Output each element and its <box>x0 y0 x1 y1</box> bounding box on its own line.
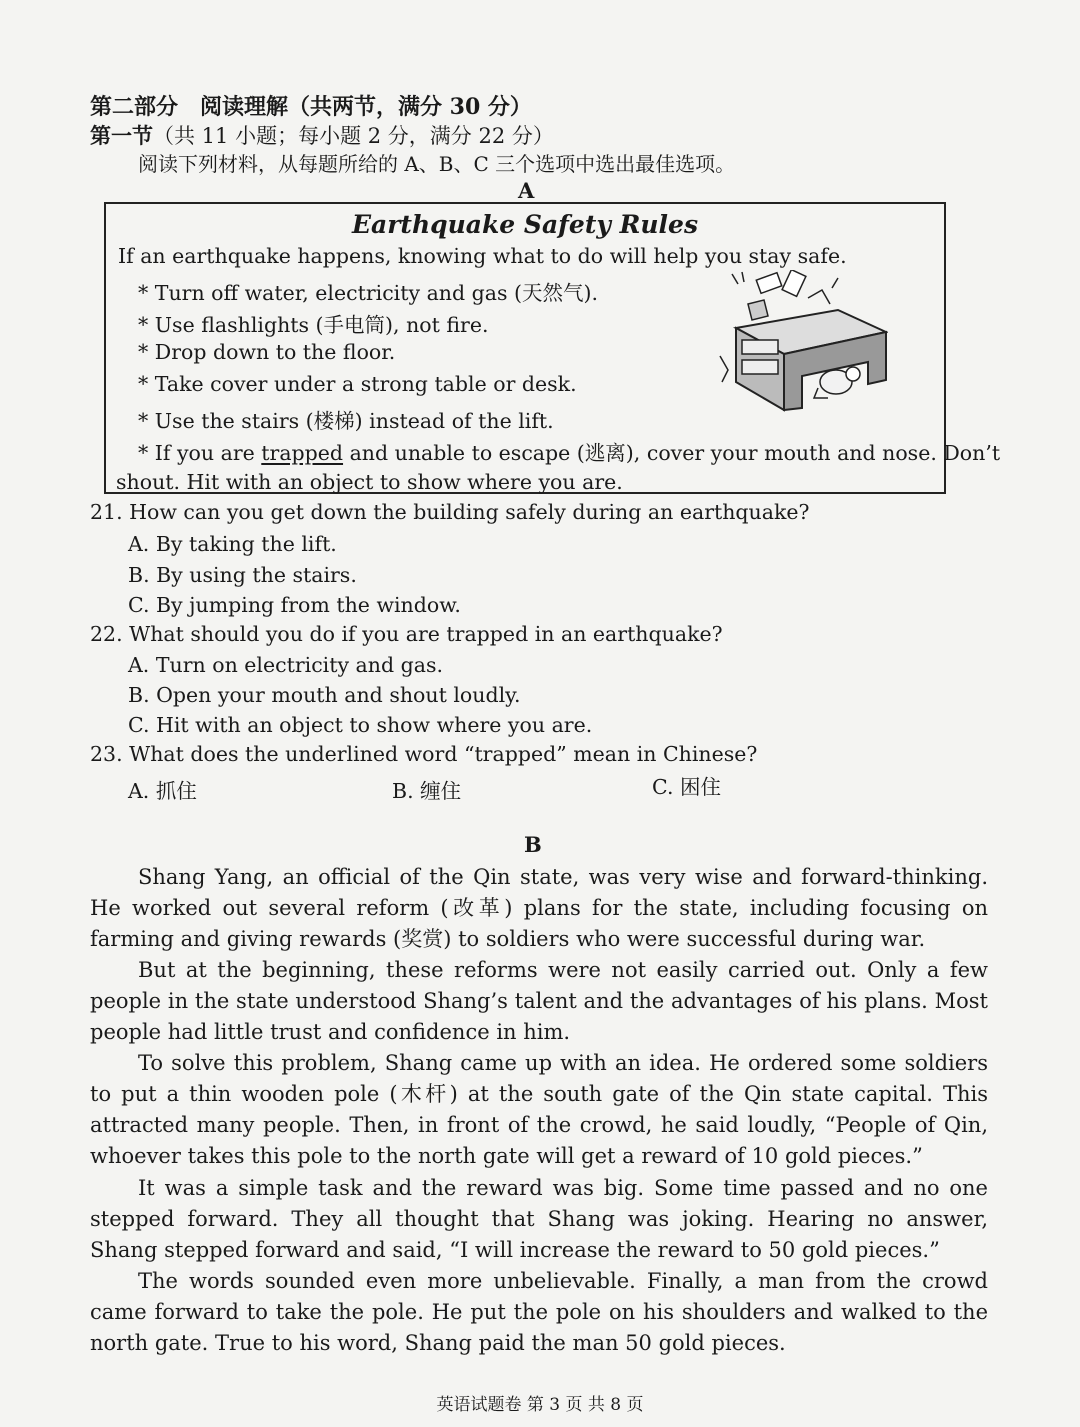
question-21: 21. How can you get down the building safely during an earthquake? <box>90 500 810 524</box>
passage-b-paragraph: The words sounded even more unbelievable. Finally, a man from the crowd came forward to take the pole. He put the pole on his shoulders and walked to the north gate. True to his word, Shang paid the man 50 gold pieces. <box>90 1269 988 1355</box>
rule-text: * If you are <box>138 441 262 465</box>
rule-item-trapped <box>138 436 1000 466</box>
q21-option-a: A. By taking the lift. <box>128 532 337 556</box>
question-22: 22. What should you do if you are trapped in an earthquake? <box>90 622 723 646</box>
q22-option-b: B. Open your mouth and shout loudly. <box>128 683 521 707</box>
part-heading: 第二部分 阅读理解（共两节，满分 30 分） <box>90 94 532 120</box>
rule-item: * Take cover under a strong table or desk. <box>138 372 577 396</box>
section-heading <box>90 120 554 150</box>
rule-text: and unable to escape (逃离), cover your mouth and nose. Don’t <box>343 441 1001 465</box>
q22-option-c: C. Hit with an object to show where you are. <box>128 713 593 737</box>
underlined-word: trapped <box>261 441 344 465</box>
earthquake-desk-illustration <box>718 270 888 420</box>
passage-a-intro: If an earthquake happens, knowing what to do will help you stay safe. <box>118 244 847 268</box>
q21-option-b: B. By using the stairs. <box>128 563 357 587</box>
instruction: 阅读下列材料，从每题所给的 A、B、C 三个选项中选出最佳选项。 <box>138 152 736 176</box>
passage-a-title: Earthquake Safety Rules <box>351 210 699 239</box>
q21-option-c: C. By jumping from the window. <box>128 593 461 617</box>
q23-option-a: A. 抓住 <box>128 779 197 803</box>
passage-b-paragraph: Shang Yang, an official of the Qin state, was very wise and forward-thinking. He worked out several reform (改革) plans for the state, including focusing on farming and giving rewards (奖赏) to soldiers who were successful during war. <box>90 865 988 951</box>
q22-option-a: A. Turn on electricity and gas. <box>128 653 444 677</box>
question-23: 23. What does the underlined word “trapped” mean in Chinese? <box>90 742 758 766</box>
section-label: 第一节 <box>90 123 153 148</box>
q23-option-b: B. 缠住 <box>392 779 462 803</box>
rule-item: * Use flashlights (手电筒), not fire. <box>138 313 489 337</box>
passage-b-paragraph: But at the beginning, these reforms were not easily carried out. Only a few people in the state understood Shang’s talent and the advantages of his plans. Most people had little trust and confidence in him. <box>90 958 988 1044</box>
passage-b-paragraph: To solve this problem, Shang came up with an idea. He ordered some soldiers to put a thin wooden pole (木杆) at the south gate of the Qin state capital. This attracted many people. Then, in front of the crowd, he said loudly, “People of Qin, whoever takes this pole to the north gate will get a reward of 10 gold pieces.” <box>90 1051 988 1168</box>
page-footer: 英语试题卷 第 3 页 共 8 页 <box>436 1395 644 1415</box>
rule-item: * Turn off water, electricity and gas (天然气). <box>138 281 599 305</box>
passage-a-label: A <box>518 178 535 203</box>
rule-item: * Drop down to the floor. <box>138 340 396 364</box>
rule-item-cont: shout. Hit with an object to show where you are. <box>116 470 623 494</box>
section-detail: （共 11 小题；每小题 2 分，满分 22 分） <box>153 124 554 148</box>
rule-item: * Use the stairs (楼梯) instead of the lift. <box>138 409 554 433</box>
passage-b-label: B <box>524 832 542 857</box>
passage-a-box <box>104 202 1001 494</box>
passage-b-paragraph: It was a simple task and the reward was big. Some time passed and no one stepped forward. They all thought that Shang was joking. Hearing no answer, Shang stepped forward and said, “I will increase the reward to 50 gold pieces.” <box>90 1176 988 1262</box>
q23-option-c: C. 困住 <box>652 775 721 799</box>
